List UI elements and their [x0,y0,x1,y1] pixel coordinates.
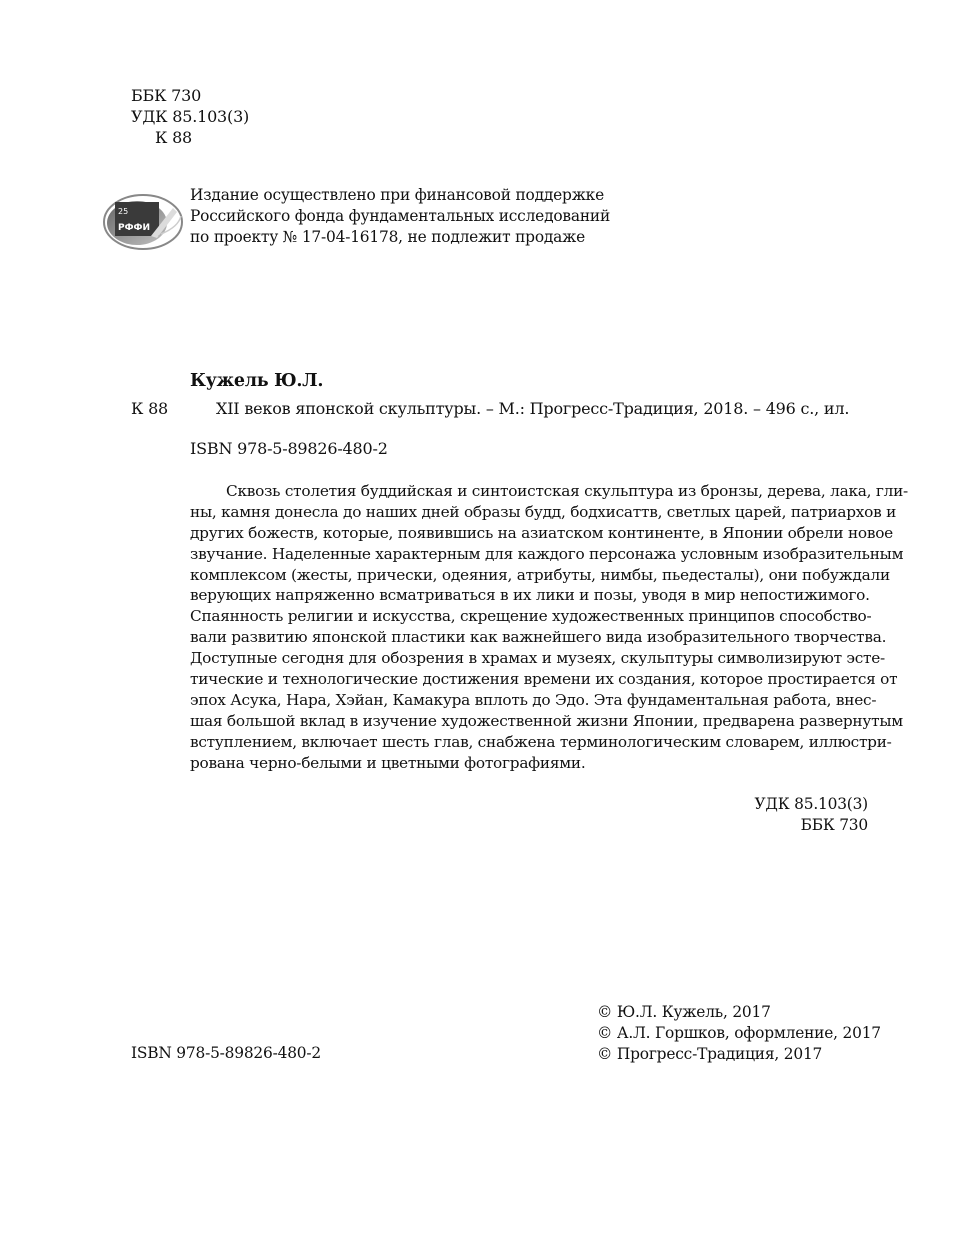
abstract-line: тические и технологические достижения времени их создания, которое простирается от [190,670,898,689]
abstract-line: верующих напряженно всматриваться в их лики и позы, уводя в мир непостижимого. [190,586,870,605]
author-name: Кужель Ю.Л. [190,371,324,391]
classification-codes-right [755,794,869,836]
abstract [190,481,908,773]
copyright-line: © Ю.Л. Кужель, 2017 [597,1003,771,1021]
classification-block [131,85,249,148]
rffi-logo-number: 25 [118,207,129,216]
bbk-code-right: ББК 730 [800,816,868,834]
rffi-logo-text: РФФИ [118,223,150,233]
abstract-line: вали развитию японской пластики как важнейшего вида изобразительного творчества. [190,628,887,647]
abstract-line: Доступные сегодня для обозрения в храмах и музеях, скульптуры символизируют эсте- [190,649,885,668]
copyright-line: © Прогресс-Традиция, 2017 [597,1045,823,1063]
footer-isbn: ISBN 978-5-89826-480-2 [131,1044,321,1062]
bbk-code: ББК 730 [131,86,202,105]
abstract-line: вступлением, включает шесть глав, снабжена терминологическим словарем, иллюстри- [190,732,892,751]
copyright-line: © А.Л. Горшков, оформление, 2017 [597,1024,881,1042]
abstract-line: эпох Асука, Нара, Хэйан, Камакура вплоть до Эдо. Эта фундаментальная работа, внес- [190,690,877,709]
funding-line: по проекту № 17-04-16178, не подлежит продаже [190,228,586,246]
bibliographic-description: XII веков японской скульптуры. – М.: Прогресс-Традиция, 2018. – 496 с., ил. [216,399,850,418]
copyright-block [597,1002,881,1065]
rffi-logo-icon [101,190,183,252]
abstract-line: Сквозь столетия буддийская и синтоистская скульптура из бронзы, дерева, лака, гли- [226,482,908,500]
funding-line: Российского фонда фундаментальных исследований [190,207,611,225]
abstract-line: Спаянность религии и искусства, скрещение художественных принципов способство- [190,607,872,626]
abstract-line: шая большой вклад в изучение художественной жизни Японии, предварена развернутым [190,711,903,730]
record-author-mark: К 88 [131,399,169,418]
abstract-line: ны, камня донесла до наших дней образы будд, бодхисаттв, светлых царей, патриархов и [190,502,897,521]
record-isbn: ISBN 978-5-89826-480-2 [190,439,388,458]
abstract-line: других божеств, которые, появившись на азиатском континенте, в Японии обрели новое [190,523,893,542]
author-mark: К 88 [155,128,193,147]
funding-line: Издание осуществлено при финансовой поддержке [190,186,604,204]
abstract-line: звучание. Наделенные характерным для каждого персонажа условным изобразительным [190,544,904,563]
udk-code-right: УДК 85.103(3) [754,795,868,813]
abstract-line: рована черно-белыми и цветными фотографиями. [190,753,586,772]
abstract-line: комплексом (жесты, прически, одеяния, атрибуты, нимбы, пьедесталы), они побуждали [190,565,890,584]
udk-code: УДК 85.103(3) [131,107,250,126]
funding-note [190,185,610,248]
